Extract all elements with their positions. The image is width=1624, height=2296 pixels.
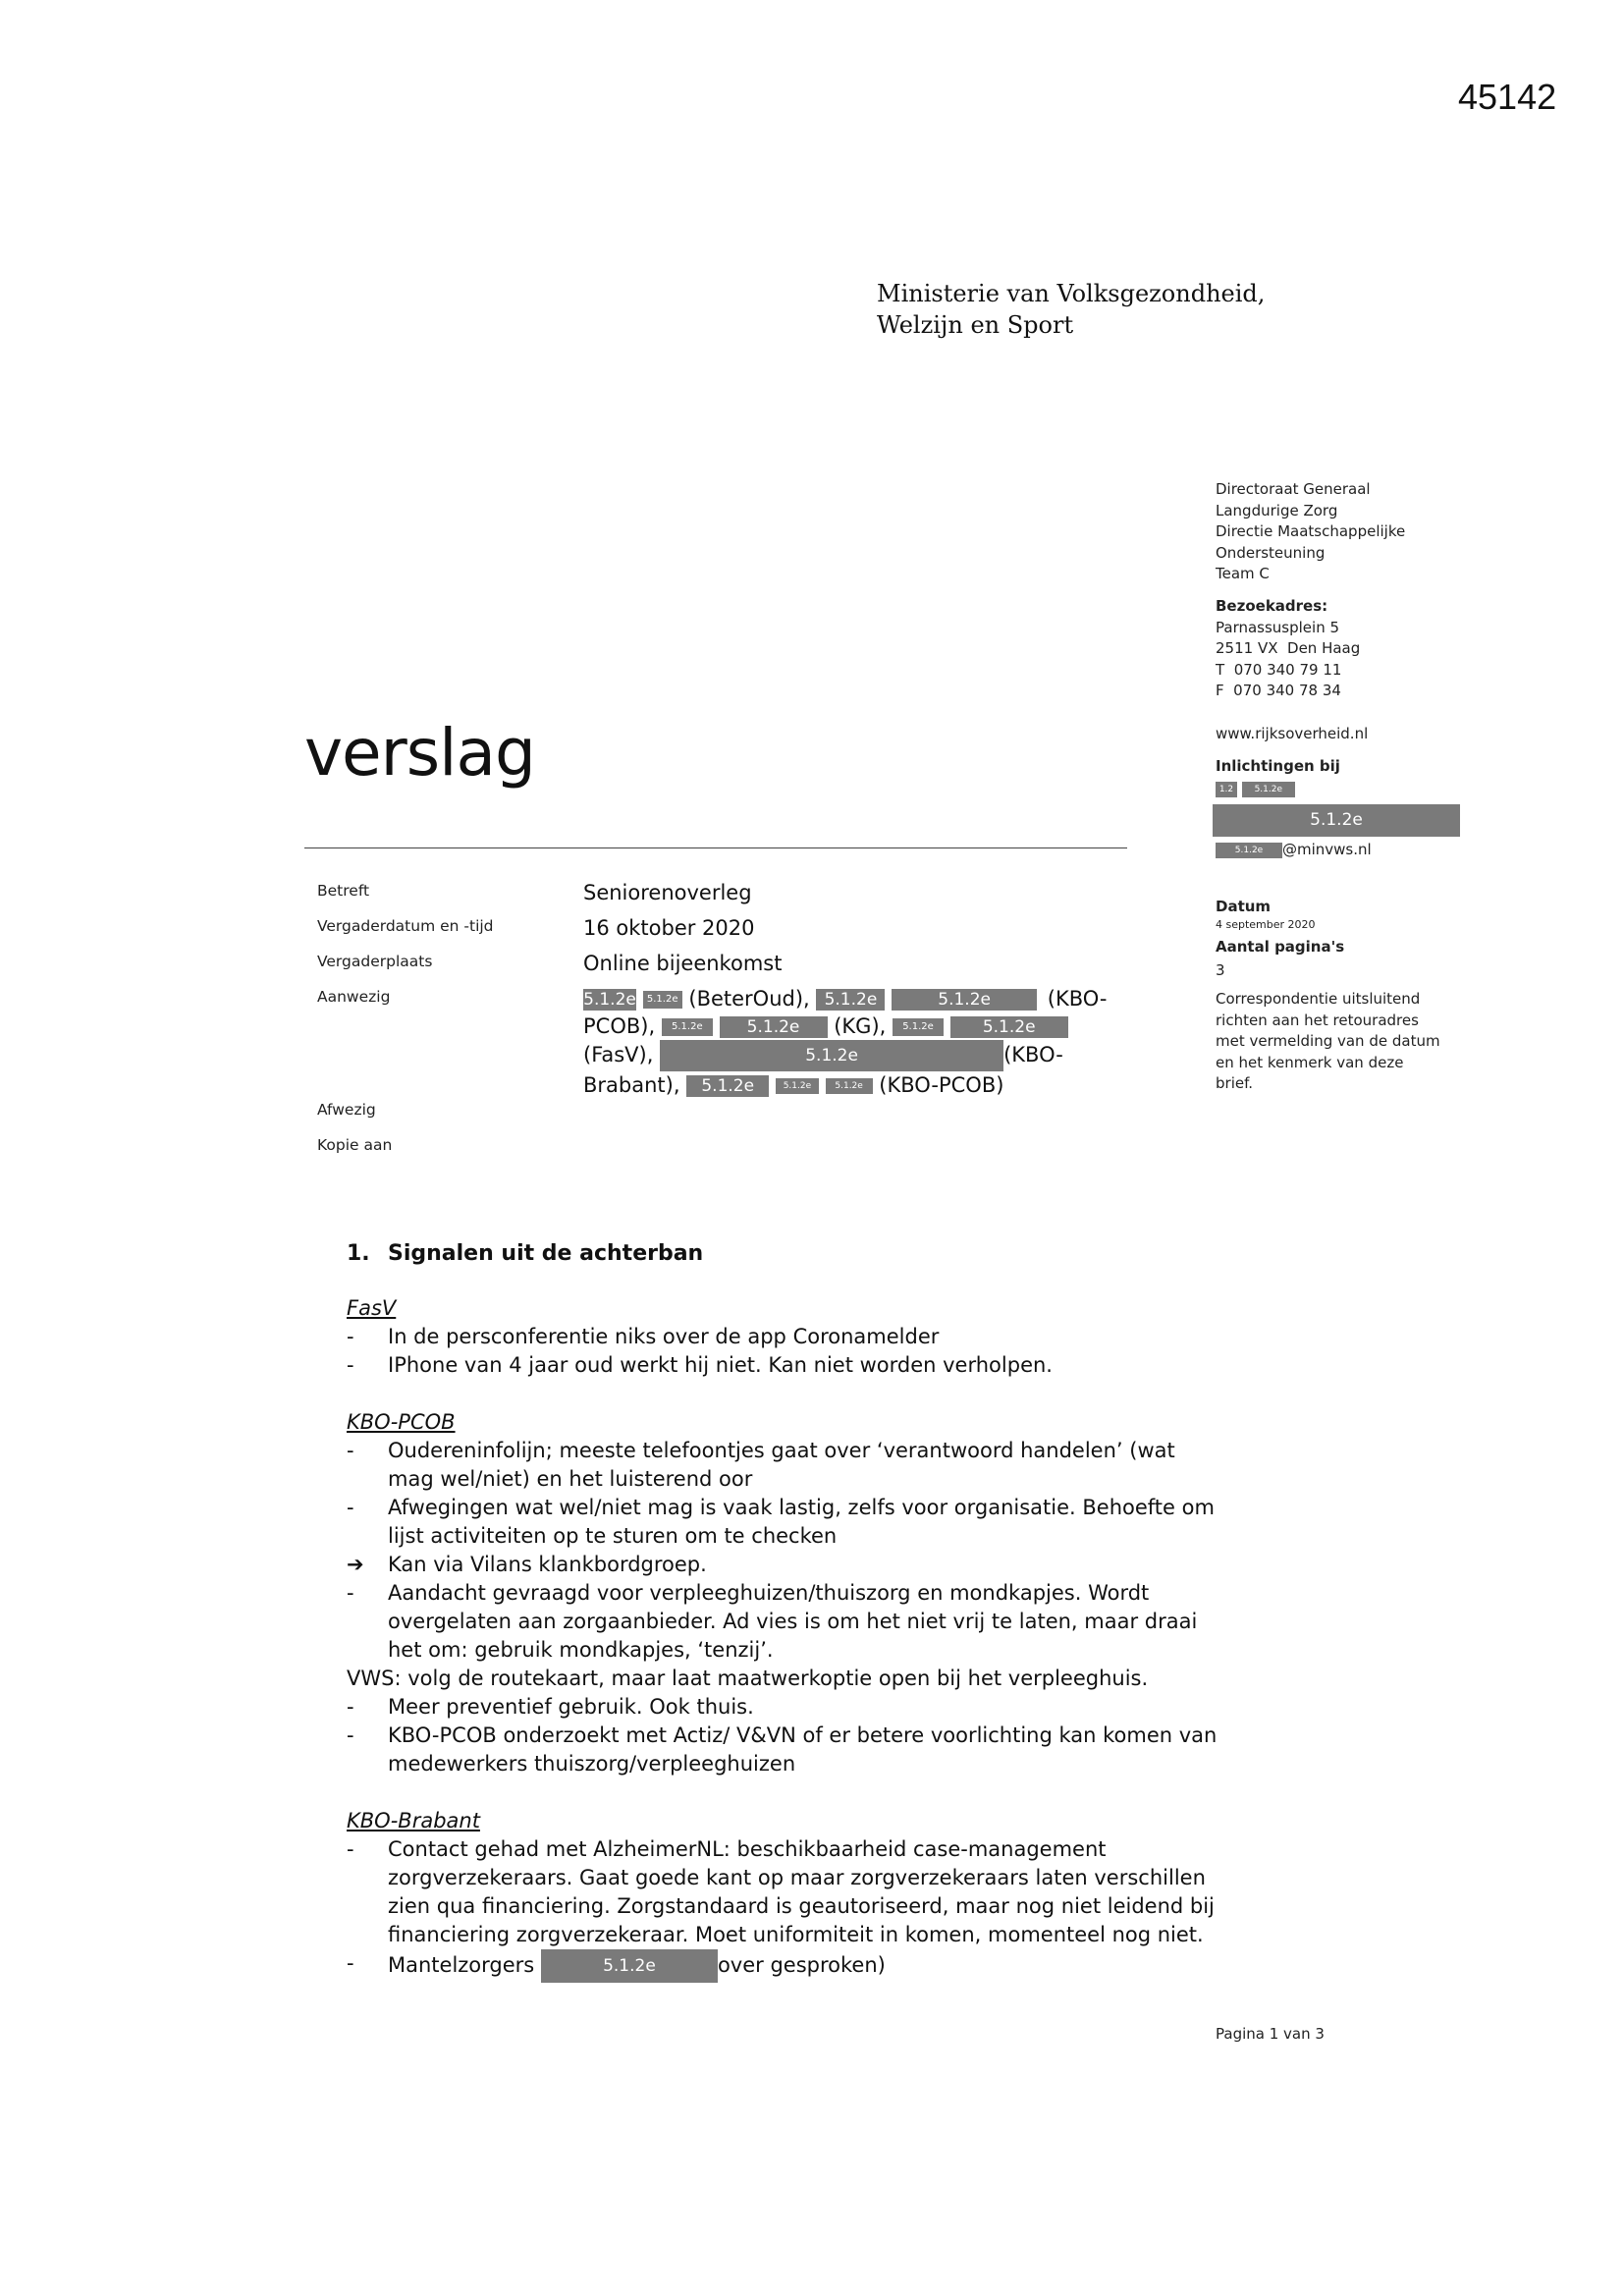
redaction: 5.1.2e	[660, 1040, 1003, 1071]
group-title-kbo-brabant: KBO-Brabant	[347, 1809, 480, 1832]
visit-line: T 070 340 79 11	[1216, 660, 1342, 679]
report-body	[347, 1239, 1220, 1983]
attendee-org: (BeterOud),	[688, 987, 810, 1011]
redaction: 5.1.2e	[950, 1016, 1068, 1038]
document-title: verslag	[304, 715, 535, 791]
list-item: - Oudereninfolijn; meeste telefoontjes gaat over ‘verantwoord handelen’ (wat mag wel/niet) en het luisterend oor	[347, 1437, 1220, 1494]
dash-marker: -	[347, 1951, 354, 1975]
attendee-org: (KBO-	[1003, 1043, 1063, 1066]
visit-label: Bezoekadres:	[1216, 597, 1328, 615]
meta-label-plaats: Vergaderplaats	[317, 953, 433, 970]
dash-marker: -	[347, 1496, 354, 1519]
attendee-org: (KBO-PCOB)	[879, 1073, 1004, 1097]
ministry-line-2: Welzijn en Sport	[877, 311, 1074, 339]
arrow-icon: ➔	[347, 1553, 364, 1576]
dash-marker: -	[347, 1325, 354, 1348]
list-item: - IPhone van 4 jaar oud werkt hij niet. Kan niet worden verholpen.	[347, 1351, 1220, 1380]
meta-datum: 16 oktober 2020	[583, 916, 755, 940]
title-divider	[304, 847, 1127, 848]
list-item: - KBO-PCOB onderzoekt met Actiz/ V&VN of er betere voorlichting kan komen van medewerkers thuiszorg/verpleeghuizen	[347, 1722, 1220, 1778]
redaction: 5.1.2e	[583, 990, 636, 1010]
list-item: - Meer preventief gebruik. Ook thuis.	[347, 1693, 1220, 1722]
correspondence-line: brief.	[1216, 1074, 1254, 1092]
dash-marker: -	[347, 1837, 354, 1861]
redaction: 5.1.2e	[826, 1078, 873, 1094]
attendee-org: (KG),	[834, 1014, 887, 1038]
redaction: 5.1.2e	[720, 1016, 828, 1038]
meta-label-datum: Vergaderdatum en -tijd	[317, 917, 494, 935]
redaction: 1.2	[1216, 782, 1237, 797]
meta-plaats: Online bijeenkomst	[583, 952, 783, 975]
visit-line: Parnassusplein 5	[1216, 618, 1340, 636]
redaction: 5.1.2e	[816, 989, 885, 1011]
attendee-org: PCOB),	[583, 1014, 656, 1038]
redaction: 5.1.2e	[776, 1078, 819, 1094]
correspondence-note	[1216, 989, 1440, 1095]
section-title: Signalen uit de achterban	[388, 1241, 704, 1266]
document-number: 45142	[1458, 77, 1557, 117]
attendee-org: Brabant),	[583, 1073, 680, 1097]
redaction: 5.1.2e	[686, 1075, 769, 1097]
list-item: ➔ Kan via Vilans klankbordgroep.	[347, 1551, 1220, 1579]
list-item: - Contact gehad met AlzheimerNL: beschikbaarheid case-management zorgverzekeraars. Gaat goede kant op maar zorgverzekeraars laten verschillen zien qua financiering. Zorgstandaard is geautoriseerd, maar nog niet leidend bij financiering zorgverzekeraar. Moet uniformiteit in komen, momenteel nog niet.	[347, 1835, 1220, 1949]
correspondence-line: met vermelding van de datum	[1216, 1032, 1440, 1050]
attendees-list	[583, 985, 1133, 1099]
department-block	[1216, 479, 1405, 585]
dept-line: Directie Maatschappelijke	[1216, 522, 1406, 540]
visit-address-block	[1216, 596, 1360, 702]
dash-marker: -	[347, 1581, 354, 1605]
redaction: 5.1.2e	[1213, 804, 1460, 837]
visit-line: 2511 VX Den Haag	[1216, 639, 1361, 657]
list-item: - In de persconferentie niks over de app Coronamelder	[347, 1323, 1220, 1351]
attendee-org: (FasV),	[583, 1043, 654, 1066]
meta-label-kopie: Kopie aan	[317, 1136, 393, 1154]
list-item: - Mantelzorgers 5.1.2e over gesproken)	[347, 1949, 1220, 1983]
dept-line: Ondersteuning	[1216, 543, 1326, 562]
info-label: Inlichtingen bij	[1216, 757, 1340, 775]
redaction: 5.1.2e	[1216, 843, 1282, 858]
group-title-fasv: FasV	[347, 1296, 397, 1320]
vws-line: VWS: volg de routekaart, maar laat maatwerkoptie open bij het verpleeghuis.	[347, 1667, 1149, 1690]
date-value: 4 september 2020	[1216, 917, 1316, 931]
dash-marker: -	[347, 1723, 354, 1747]
dash-marker: -	[347, 1695, 354, 1719]
pages-label: Aantal pagina's	[1216, 937, 1345, 956]
meta-label-betreft: Betreft	[317, 882, 370, 900]
page-number: Pagina 1 van 3	[1216, 2025, 1325, 2043]
attendee-org: (KBO-	[1047, 987, 1108, 1011]
correspondence-line: en het kenmerk van deze	[1216, 1053, 1404, 1071]
date-label: Datum	[1216, 898, 1272, 915]
dept-line: Langdurige Zorg	[1216, 501, 1338, 519]
date-block	[1216, 897, 1344, 982]
meta-label-afwezig: Afwezig	[317, 1101, 376, 1119]
meta-label-aanwezig: Aanwezig	[317, 988, 391, 1006]
redaction: 5.1.2e	[892, 989, 1037, 1011]
correspondence-line: richten aan het retouradres	[1216, 1011, 1419, 1029]
list-item: - Afwegingen wat wel/niet mag is vaak lastig, zelfs voor organisatie. Behoefte om lijst activiteiten op te sturen om te checken	[347, 1494, 1220, 1551]
section-heading	[347, 1239, 1220, 1268]
section-number: 1.	[347, 1241, 370, 1266]
redaction: 5.1.2e	[1242, 782, 1295, 797]
email-suffix: @minvws.nl	[1282, 841, 1372, 858]
pages-value: 3	[1216, 961, 1225, 979]
correspondence-line: Correspondentie uitsluitend	[1216, 990, 1421, 1008]
redaction: 5.1.2e	[541, 1949, 718, 1983]
dash-marker: -	[347, 1353, 354, 1377]
redaction: 5.1.2e	[643, 991, 682, 1009]
ministry-logo-text	[877, 278, 1265, 341]
meta-betreft: Seniorenoverleg	[583, 881, 752, 904]
dash-marker: -	[347, 1439, 354, 1462]
visit-line: F 070 340 78 34	[1216, 682, 1341, 699]
group-title-kbo-pcob: KBO-PCOB	[347, 1410, 456, 1434]
dept-line: Directoraat Generaal	[1216, 480, 1371, 498]
redaction: 5.1.2e	[662, 1018, 713, 1036]
info-block	[1216, 756, 1471, 861]
list-item: - Aandacht gevraagd voor verpleeghuizen/thuiszorg en mondkapjes. Wordt overgelaten aan zorgaanbieder. Ad vies is om het niet vrij te laten, maar draai het om: gebruik mondkapjes, ‘tenzij’.	[347, 1579, 1220, 1665]
dept-line: Team C	[1216, 565, 1270, 582]
redaction: 5.1.2e	[893, 1018, 944, 1036]
ministry-line-1: Ministerie van Volksgezondheid,	[877, 280, 1266, 307]
website-link[interactable]: www.rijksoverheid.nl	[1216, 725, 1369, 742]
